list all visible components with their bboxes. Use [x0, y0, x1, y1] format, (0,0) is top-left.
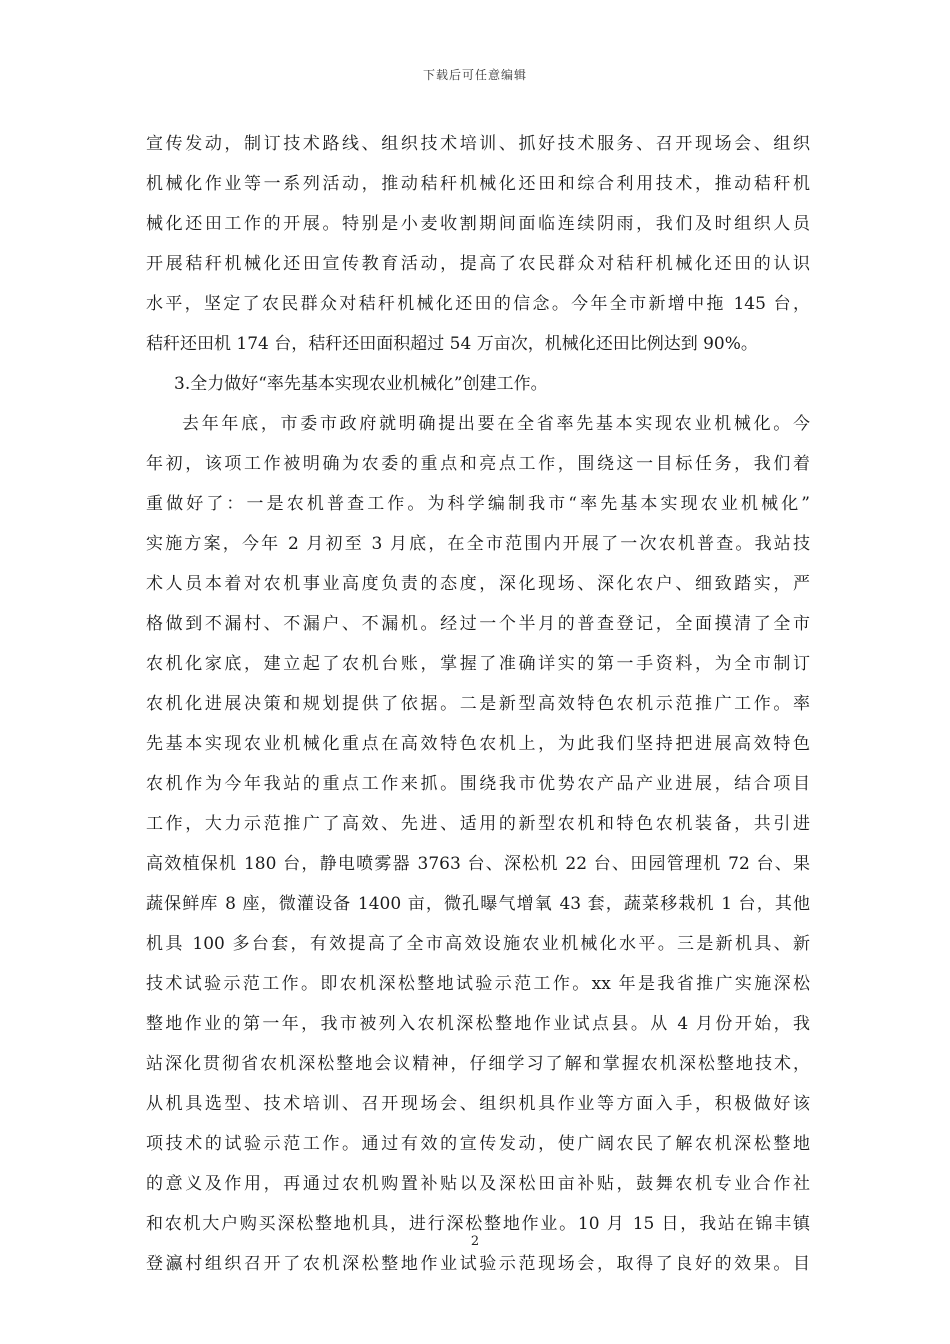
text-line: 水平，坚定了农民群众对秸秆机械化还田的信念。今年全市新增中拖 145 台，	[146, 294, 810, 314]
text-line: 农机化家底，建立起了农机台账，掌握了准确详实的第一手资料，为全市制订	[146, 654, 810, 674]
text-line: 农机化进展决策和规划提供了依据。二是新型高效特色农机示范推广工作。率	[146, 694, 810, 714]
text-line: 项技术的试验示范工作。通过有效的宣传发动，使广阔农民了解农机深松整地	[146, 1134, 810, 1154]
page-number: 2	[470, 1234, 480, 1249]
text-line: 秸秆还田机 174 台，秸秆还田面积超过 54 万亩次，机械化还田比例达到 90%。	[146, 334, 758, 354]
text-line: 的意义及作用，再通过农机购置补贴以及深松田亩补贴，鼓舞农机专业合作社	[146, 1174, 810, 1194]
text-line: 开展秸秆机械化还田宣传教育活动，提高了农民群众对秸秆机械化还田的认识	[146, 254, 810, 274]
text-line: 站深化贯彻省农机深松整地会议精神，仔细学习了解和掌握农机深松整地技术，	[146, 1054, 810, 1074]
section-heading: 3.全力做好“率先基本实现农业机械化”创建工作。	[174, 374, 548, 394]
document-body	[146, 124, 810, 1284]
text-line: 机具 100 多台套，有效提高了全市高效设施农业机械化水平。三是新机具、新	[146, 934, 810, 954]
text-line: 年初，该项工作被明确为农委的重点和亮点工作，围绕这一目标任务，我们着	[146, 454, 810, 474]
text-line: 宣传发动，制订技术路线、组织技术培训、抓好技术服务、召开现场会、组织	[146, 134, 810, 154]
text-line: 先基本实现农业机械化重点在高效特色农机上，为此我们坚持把进展高效特色	[146, 734, 810, 754]
text-line: 去年年底，市委市政府就明确提出要在全省率先基本实现农业机械化。今	[182, 414, 810, 434]
text-line: 农机作为今年我站的重点工作来抓。围绕我市优势农产品产业进展，结合项目	[146, 774, 810, 794]
text-line: 格做到不漏村、不漏户、不漏机。经过一个半月的普查登记，全面摸清了全市	[146, 614, 810, 634]
page-header: 下载后可任意编辑	[422, 68, 527, 82]
text-line: 和农机大户购买深松整地机具，进行深松整地作业。10 月 15 日，我站在锦丰镇	[146, 1214, 810, 1234]
text-line: 重做好了：一是农机普查工作。为科学编制我市“率先基本实现农业机械化”	[146, 494, 810, 514]
text-line: 整地作业的第一年，我市被列入农机深松整地作业试点县。从 4 月份开始，我	[146, 1014, 810, 1034]
text-line: 蔬保鲜库 8 座，微灌设备 1400 亩，微孔曝气增氧 43 套，蔬菜移栽机 1 台，其他	[146, 894, 810, 914]
text-line: 械化还田工作的开展。特别是小麦收割期间面临连续阴雨，我们及时组织人员	[146, 214, 810, 234]
text-line: 工作，大力示范推广了高效、先进、适用的新型农机和特色农机装备，共引进	[146, 814, 810, 834]
text-line: 机械化作业等一系列活动，推动秸秆机械化还田和综合利用技术，推动秸秆机	[146, 174, 810, 194]
text-line: 技术试验示范工作。即农机深松整地试验示范工作。xx 年是我省推广实施深松	[146, 974, 810, 994]
text-line: 高效植保机 180 台，静电喷雾器 3763 台、深松机 22 台、田园管理机 72 台、果	[146, 854, 810, 874]
text-line: 术人员本着对农机事业高度负责的态度，深化现场、深化农户、细致踏实，严	[146, 574, 810, 594]
text-line: 实施方案，今年 2 月初至 3 月底，在全市范围内开展了一次农机普查。我站技	[146, 534, 810, 554]
text-line: 从机具选型、技术培训、召开现场会、组织机具作业等方面入手，积极做好该	[146, 1094, 810, 1114]
text-line: 登瀛村组织召开了农机深松整地作业试验示范现场会，取得了良好的效果。目	[146, 1254, 810, 1274]
